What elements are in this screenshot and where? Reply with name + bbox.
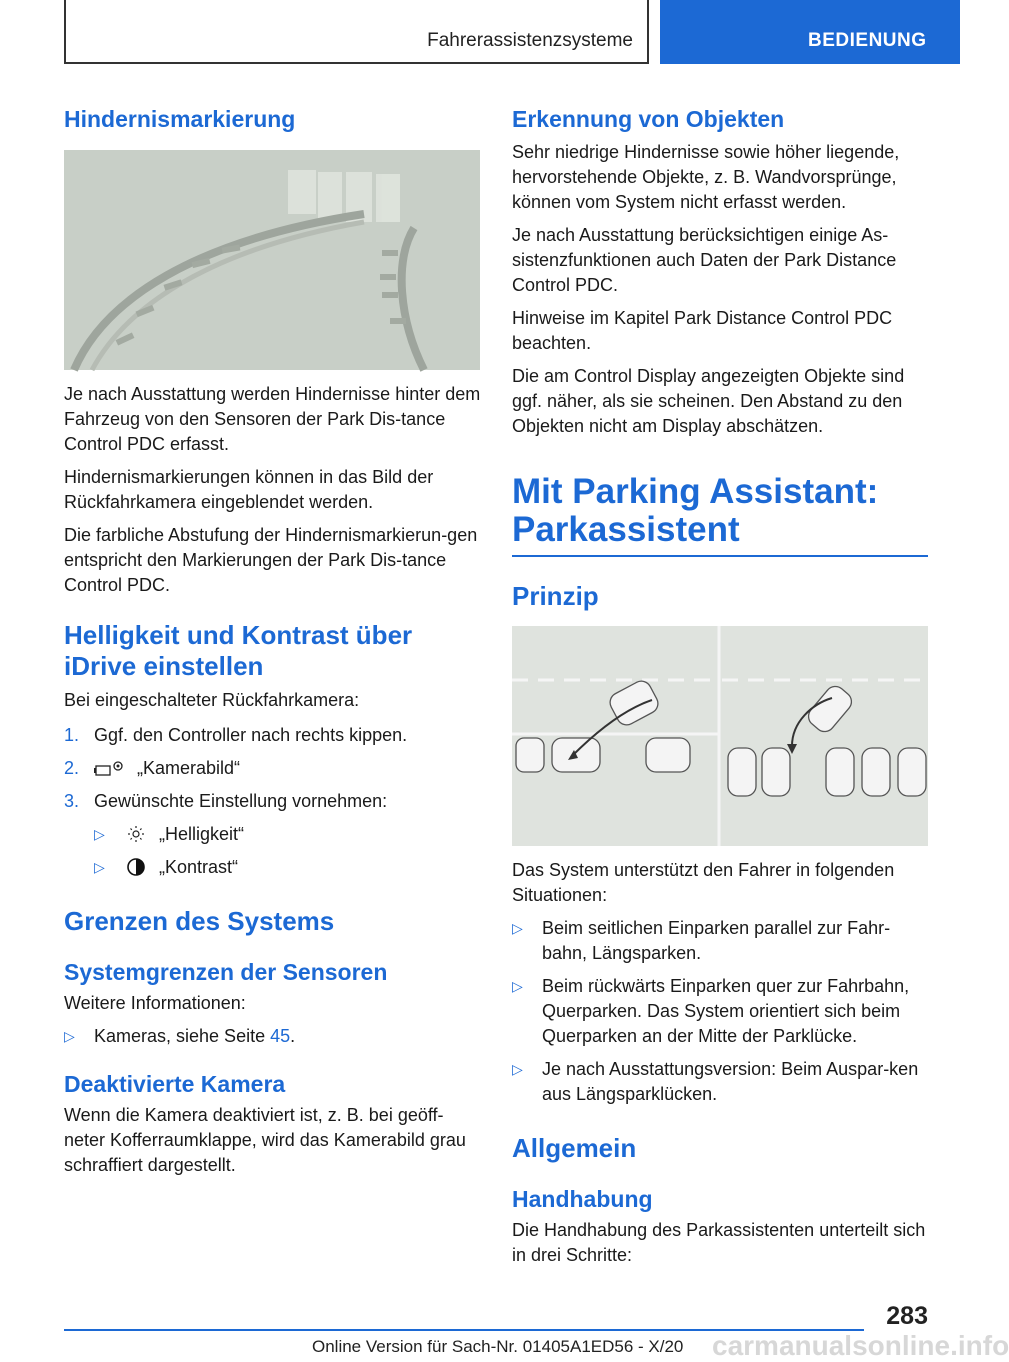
heading-handling: Handhabung (512, 1186, 653, 1212)
brightness-icon (124, 824, 148, 844)
step-number: 1. (64, 725, 80, 745)
substep-text: „Helligkeit“ (159, 824, 245, 844)
parking-principle-figure (512, 626, 928, 846)
heading-deactivated-camera: Deaktivierte Kamera (64, 1071, 286, 1097)
heading-sensor-limits: Systemgrenzen der Sensoren (64, 959, 388, 985)
substeps-list (94, 822, 482, 880)
principle-list-item (512, 1057, 928, 1107)
sensor-item-text: Kameras, siehe Seite (94, 1026, 271, 1046)
principle-item-text: Je nach Ausstattungsversion: Beim Auspar-ken aus Längsparklücken. (542, 1059, 919, 1104)
steps-list (64, 723, 482, 814)
step-text: Gewünschte Einstellung vornehmen: (94, 791, 388, 811)
paragraph-principle-intro: Das System unterstützt den Fahrer in folgenden Situationen: (512, 860, 895, 905)
header-chapter-title: BEDIENUNG (808, 30, 927, 51)
footer-watermark: carmanualsonline.info (712, 1330, 1009, 1361)
heading-obstacle-marking: Hindernismarkierung (64, 106, 296, 132)
step-text: „Kamerabild“ (137, 758, 241, 778)
triangle-bullet-icon: ▷ (512, 920, 523, 936)
heading-parking-assistant-line1: Mit Parking Assistant: (512, 472, 879, 511)
step-item (64, 789, 482, 814)
paragraph-deactivated-camera: Wenn die Kamera deaktiviert ist, z. B. bei geöff-neter Kofferraumklappe, wird das Kamerabild grau schraffiert dargestellt. (64, 1105, 466, 1175)
step-item (64, 723, 482, 748)
heading-divider (512, 555, 928, 557)
paragraph-obstacle-3: Die farbliche Abstufung der Hindernismarkierun-gen entspricht den Markierungen der Park Dis-tance Control PDC. (64, 525, 478, 595)
heading-system-limits: Grenzen des Systems (64, 906, 335, 936)
heading-brightness-contrast: Helligkeit und Kontrast über iDrive einstellen (64, 620, 413, 681)
substep-item (94, 855, 482, 880)
paragraph-obstacle-2: Hindernismarkierungen können in das Bild der Rückfahrkamera eingeblendet werden. (64, 467, 434, 512)
sensor-list-item (64, 1024, 482, 1049)
paragraph-detection-4: Die am Control Display angezeigten Objekte sind ggf. näher, als sie scheinen. Den Abstand zu den Objekten nicht am Display abschätzen. (512, 366, 905, 436)
triangle-bullet-icon: ▷ (512, 978, 523, 994)
substep-text: „Kontrast“ (159, 857, 239, 877)
paragraph-handling: Die Handhabung des Parkassistenten unterteilt sich in drei Schritte: (512, 1220, 926, 1265)
contrast-icon (124, 857, 148, 877)
paragraph-detection-1: Sehr niedrige Hindernisse sowie höher liegende, hervorstehende Objekte, z. B. Wandvorsprünge, können vom System nicht erfasst werden. (512, 142, 900, 212)
step-number: 2. (64, 758, 80, 778)
triangle-bullet-icon: ▷ (64, 1028, 75, 1044)
triangle-bullet-icon: ▷ (94, 826, 105, 842)
principle-list-item (512, 974, 928, 1049)
paragraph-brightness-intro: Bei eingeschalteter Rückfahrkamera: (64, 690, 360, 710)
step-item (64, 756, 482, 781)
header-chapter-tab (660, 0, 960, 64)
substep-item (94, 822, 482, 847)
principle-item-text: Beim seitlichen Einparken parallel zur Fahr-bahn, Längsparken. (542, 918, 891, 963)
step-text: Ggf. den Controller nach rechts kippen. (94, 725, 408, 745)
paragraph-detection-3: Hinweise im Kapitel Park Distance Control PDC beachten. (512, 308, 893, 353)
page-reference-link[interactable]: 45 (270, 1026, 291, 1046)
heading-object-detection: Erkennung von Objekten (512, 106, 785, 132)
principle-item-text: Beim rückwärts Einparken quer zur Fahrbahn, Querparken. Das System orientiert sich beim Querparken an der Mitte der Parklücke. (542, 976, 910, 1046)
principle-list (512, 916, 928, 1107)
step-number: 3. (64, 791, 80, 811)
paragraph-sensor-intro: Weitere Informationen: (64, 993, 246, 1013)
sensor-item-end: . (290, 1026, 296, 1046)
principle-list-item (512, 916, 928, 966)
footer-online-version: Online Version für Sach-Nr. 01405A1ED56 - X/20 (312, 1337, 684, 1356)
camera-settings-icon (94, 758, 126, 778)
heading-general: Allgemein (512, 1133, 637, 1163)
header-section-box (64, 0, 649, 64)
left-column (64, 100, 482, 1178)
heading-principle: Prinzip (512, 581, 599, 611)
rear-camera-figure (64, 150, 480, 370)
header-section-title: Fahrerassistenzsysteme (427, 30, 633, 51)
page-number: 283 (886, 1302, 928, 1330)
paragraph-obstacle-1: Je nach Ausstattung werden Hindernisse hinter dem Fahrzeug von den Sensoren der Park Dis-tance Control PDC erfasst. (64, 384, 481, 454)
right-column (512, 100, 928, 1268)
sensor-list (64, 1024, 482, 1049)
triangle-bullet-icon: ▷ (512, 1061, 523, 1077)
triangle-bullet-icon: ▷ (94, 859, 105, 875)
heading-parking-assistant-line2: Parkassistent (512, 510, 740, 549)
paragraph-detection-2: Je nach Ausstattung berücksichtigen einige As-sistenzfunktionen auch Daten der Park Distance Control PDC. (512, 225, 897, 295)
